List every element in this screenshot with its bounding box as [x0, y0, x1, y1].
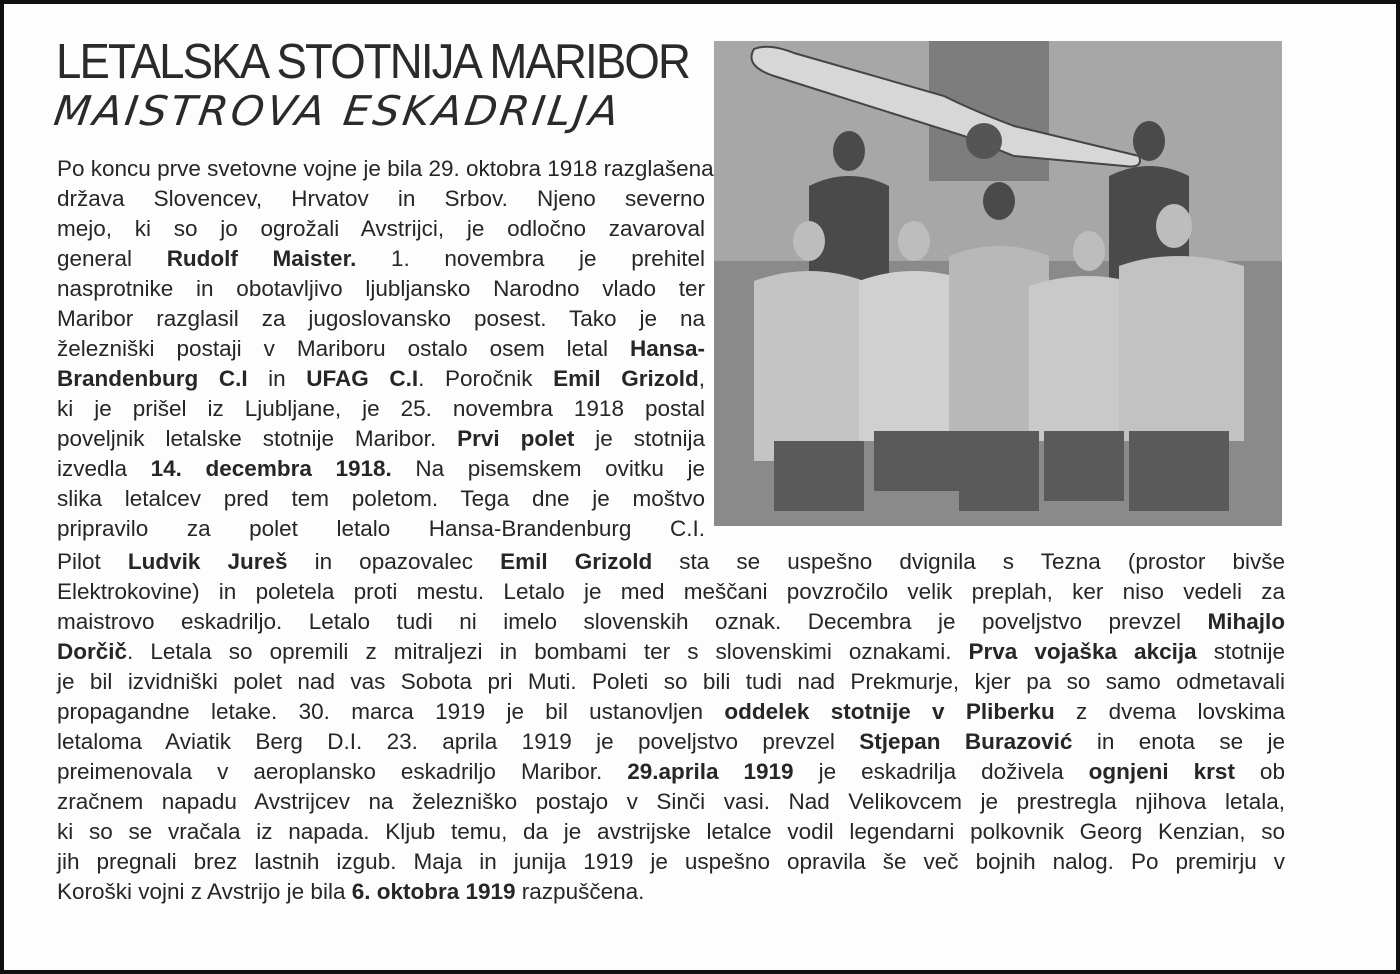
text-line: [57, 394, 705, 424]
text-line: [57, 304, 705, 334]
text-line: [57, 484, 705, 514]
text-line: [57, 847, 1285, 877]
text-line: [57, 667, 1285, 697]
text-run: nasprotnike in obotavljivo ljubljansko Narodno vlado ter: [57, 276, 705, 301]
text-run: maistrovo eskadriljo. Letalo tudi ni imelo slovenskih oznak. Decembra je poveljstvo prevzel: [57, 609, 1208, 634]
text-run: slika letalcev pred tem poletom. Tega dne je moštvo: [57, 486, 705, 511]
text-run: ki so se vračala iz napada. Kljub temu, da je avstrijske letalce vodil legendarni polkovnik Georg Kenzian, so: [57, 819, 1285, 844]
emphasized-text: 6. oktobra 1919: [351, 879, 516, 904]
text-run: . Letala so opremili z mitraljezi in bombami ter s slovenskimi oznakami.: [127, 639, 969, 664]
text-run: je stotnija: [574, 426, 705, 451]
text-run: je eskadrilja doživela: [793, 759, 1089, 784]
text-run: in opazovalec: [287, 549, 501, 574]
text-run: država Slovencev, Hrvatov in Srbov. Njeno severno: [57, 186, 705, 211]
text-run: in: [247, 366, 307, 391]
text-line: [57, 817, 1285, 847]
emphasized-text: Prva vojaška akcija: [968, 639, 1197, 664]
text-line: [57, 214, 705, 244]
text-run: razpuščena.: [515, 879, 645, 904]
text-line: [57, 637, 1285, 667]
emphasized-text: Mihajlo: [1207, 609, 1285, 634]
text-line: [57, 547, 1285, 577]
emphasized-text: Brandenburg C.I: [57, 366, 248, 391]
text-column: [57, 154, 714, 544]
text-run: general: [57, 246, 167, 271]
emphasized-text: 29.aprila 1919: [627, 759, 794, 784]
photo-illustration: [714, 41, 1282, 526]
text-run: Koroški vojni z Avstrijo je bila: [57, 879, 352, 904]
emphasized-text: Prvi polet: [457, 426, 575, 451]
text-run: je bil izvidniški polet nad vas Sobota pri Muti. Poleti so bili tudi nad Prekmurje, kjer pa so samo odmetavali: [57, 669, 1285, 694]
text-run: Maribor razglasil za jugoslovansko posest. Tako je na: [57, 306, 705, 331]
text-line: [57, 334, 705, 364]
text-run: jih pregnali brez lastnih izgub. Maja in junija 1919 je uspešno opravila še več bojnih nalog. Po premirju v: [57, 849, 1285, 874]
text-run: Po koncu prve svetovne vojne je bila 29. oktobra 1918 razglašena: [57, 156, 714, 181]
text-run: Pilot: [57, 549, 128, 574]
text-line: [57, 424, 705, 454]
text-line: [57, 364, 705, 394]
emphasized-text: Rudolf Maister.: [166, 246, 357, 271]
text-run: sta se uspešno dvignila s Tezna (prostor bivše: [652, 549, 1285, 574]
text-run: železniški postaji v Mariboru ostalo osem letal: [57, 336, 630, 361]
text-line: [57, 877, 1285, 907]
text-run: Elektrokovine) in poletela proti mestu. Letalo je med meščani povzročilo velik preplah, ker niso vedeli za: [57, 579, 1285, 604]
text-line: [57, 607, 1285, 637]
emphasized-text: Emil Grizold: [553, 366, 699, 391]
text-run: preimenovala v aeroplansko eskadriljo Maribor.: [57, 759, 628, 784]
text-run: mejo, ki so jo ogrožali Avstrijci, je odločno zavaroval: [57, 216, 705, 241]
emphasized-text: Dorčič: [57, 639, 128, 664]
text-run: Na pisemskem ovitku je: [391, 456, 706, 481]
emphasized-text: 14. decembra 1918.: [150, 456, 392, 481]
emphasized-text: ognjeni krst: [1088, 759, 1235, 784]
text-line: [57, 757, 1285, 787]
page-subtitle: MAISTROVA ESKADRILJA: [51, 87, 625, 135]
text-line: [57, 454, 705, 484]
emphasized-text: Stjepan Burazović: [859, 729, 1073, 754]
text-line: [57, 577, 1285, 607]
text-run: ,: [698, 366, 705, 391]
text-line: [57, 514, 705, 544]
emphasized-text: UFAG C.I: [306, 366, 419, 391]
text-run: ob: [1234, 759, 1285, 784]
text-line: [57, 787, 1285, 817]
text-line: [57, 244, 705, 274]
emphasized-text: Hansa-: [629, 336, 705, 361]
text-body: [57, 547, 1285, 907]
emphasized-text: Ludvik Jureš: [127, 549, 288, 574]
text-run: . Poročnik: [418, 366, 554, 391]
text-run: stotnije: [1196, 639, 1285, 664]
emphasized-text: Emil Grizold: [500, 549, 653, 574]
text-run: zračnem napadu Avstrijcev na železniško postajo v Sinči vasi. Nad Velikovcem je prestregla njihova letala,: [57, 789, 1285, 814]
text-run: 1. novembra je prehitel: [356, 246, 705, 271]
text-run: ki je prišel iz Ljubljane, je 25. novembra 1918 postal: [57, 396, 705, 421]
page-title: LETALSKA STOTNIJA MARIBOR: [56, 35, 690, 89]
text-line: [57, 154, 714, 184]
text-line: [57, 274, 705, 304]
text-run: z dvema lovskima: [1054, 699, 1286, 724]
text-run: letaloma Aviatik Berg D.I. 23. aprila 1919 je poveljstvo prevzel: [57, 729, 860, 754]
text-run: pripravilo za polet letalo Hansa-Brandenburg C.I.: [57, 516, 705, 541]
text-line: [57, 697, 1285, 727]
propeller-hub: [966, 123, 1002, 159]
emphasized-text: oddelek stotnije v Pliberku: [724, 699, 1055, 724]
text-run: izvedla: [57, 456, 151, 481]
text-run: propagandne letake. 30. marca 1919 je bil ustanovljen: [57, 699, 725, 724]
aviators-photo: [714, 41, 1282, 526]
text-line: [57, 727, 1285, 757]
text-line: [57, 184, 705, 214]
text-run: poveljnik letalske stotnije Maribor.: [57, 426, 458, 451]
text-run: in enota se je: [1072, 729, 1285, 754]
